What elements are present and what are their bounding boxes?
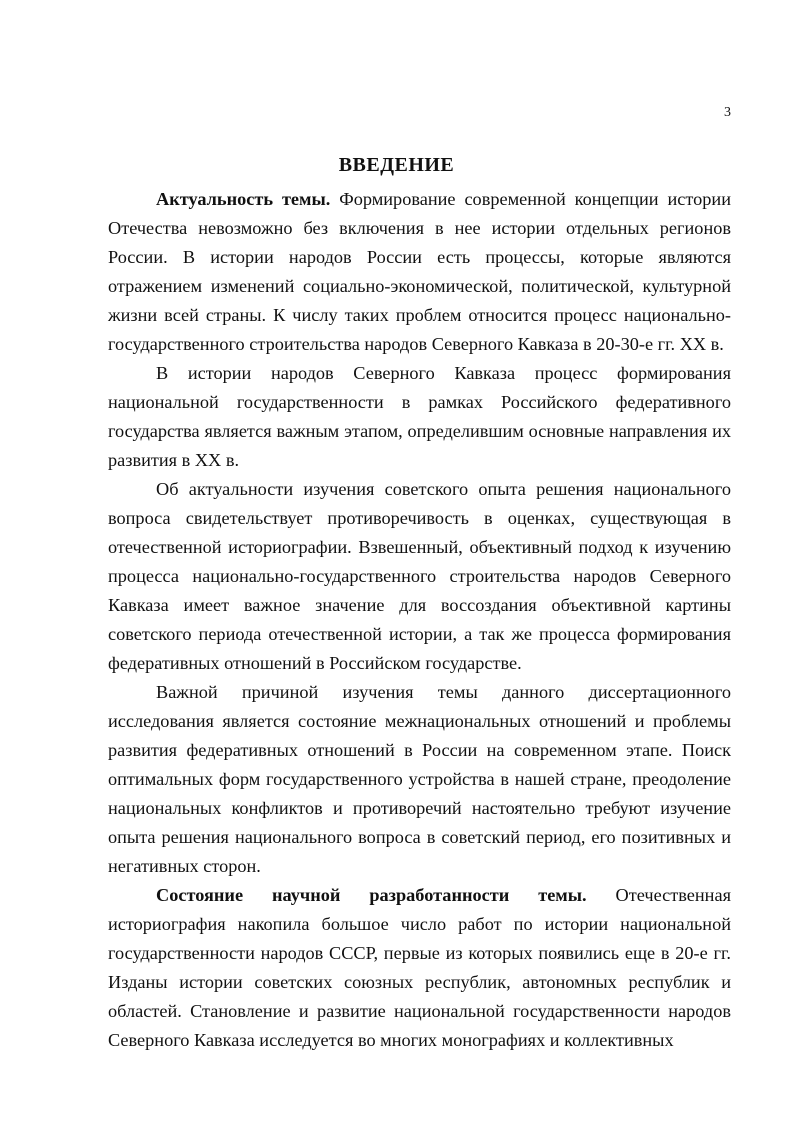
paragraph-text-relevance: Формирование современной концепции истории Отечества невозможно без включения в нее истории отдельных регионов России. В истории народов России есть процессы, которые являются отражением изменений социально-экономической, политической, культурной жизни всей страны. К числу таких проблем относится процесс национально-государственного строительства народов Северного Кавказа в 20-30-е гг. XX в.: [108, 189, 731, 354]
paragraph-text-important-reason: Важной причиной изучения темы данного диссертационного исследования является состояние межнациональных отношений и проблемы развития федеративных отношений в России на современном этапе. Поиск оптимальных форм государственного устройства в нашей стране, преодоление национальных конфликтов и противоречий настоятельно требуют изучение опыта решения национального вопроса в советский период, его позитивных и негативных сторон.: [108, 682, 731, 876]
paragraph-soviet-experience: [108, 475, 731, 678]
page-title: ВВЕДЕНИЕ: [338, 154, 455, 176]
paragraph-text-research-state: Отечественная историография накопила большое число работ по истории национальной государственности народов СССР, первые из которых появились еще в 20-е гг. Изданы истории советских союзных республик, автономных республик и областей. Становление и развитие национальной государственности народов Северного Кавказа исследуется во многих монографиях и коллективных: [108, 885, 731, 1050]
paragraph-important-reason: [108, 678, 731, 881]
paragraph-relevance: [108, 185, 731, 359]
paragraph-research-state: [108, 881, 731, 1055]
paragraph-north-caucasus: [108, 359, 731, 475]
body-text: [108, 185, 731, 1055]
paragraph-lead-relevance: Актуальность темы.: [156, 189, 331, 209]
paragraph-text-north-caucasus: В истории народов Северного Кавказа процесс формирования национальной государственности в рамках Российского федеративного государства является важным этапом, определившим основные направления их развития в XX в.: [108, 363, 731, 470]
paragraph-lead-research-state: Состояние научной разработанности темы.: [156, 885, 587, 905]
paragraph-text-soviet-experience: Об актуальности изучения советского опыта решения национального вопроса свидетельствует противоречивость в оценках, существующая в отечественной историографии. Взвешенный, объективный подход к изучению процесса национально-государственного строительства народов Северного Кавказа имеет важное значение для воссоздания объективной картины советского периода отечественной истории, а так же процесса формирования федеративных отношений в Российском государстве.: [108, 479, 731, 673]
page-number: 3: [724, 105, 731, 120]
